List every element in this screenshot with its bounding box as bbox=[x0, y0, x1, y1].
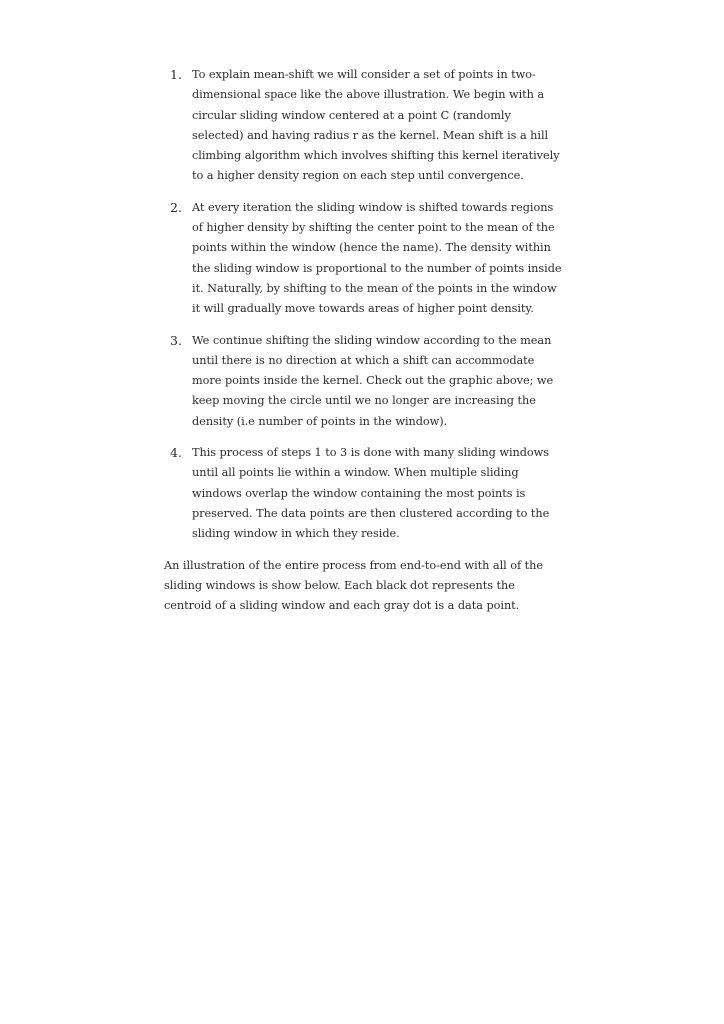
step-number: 1. bbox=[170, 67, 182, 82]
list-item bbox=[164, 198, 564, 320]
step-text: We continue shifting the sliding window according to the mean until there is no direction at which a shift can accommodate more points inside the kernel. Check out the graphic above; we keep moving the circle until we no longer are increasing the density (i.e number of points in the window). bbox=[192, 333, 554, 428]
step-number: 4. bbox=[170, 445, 182, 461]
list-item bbox=[164, 443, 564, 544]
step-text: To explain mean-shift we will consider a set of points in two-dimensional space like the above illustration. We begin with a circular sliding window centered at a point C (randomly selected) and having radius r as the kernel. Mean shift is a hill climbing algorithm which involves shifting this kernel iteratively to a higher density region on each step until convergence. bbox=[192, 68, 560, 183]
list-item bbox=[164, 331, 564, 432]
step-number: 2. bbox=[170, 199, 182, 215]
step-number: 3. bbox=[170, 332, 182, 348]
step-text: At every iteration the sliding window is shifted towards regions of higher density by shifting the center point to the mean of the points within the window (hence the name). The density within the sliding window is proportional to the number of points inside it. Naturally, by shifting to the mean of the points in the window it will gradually move towards areas of higher point density. bbox=[192, 200, 562, 316]
summary-paragraph: An illustration of the entire process from end-to-end with all of the sliding windows is show below. Each black dot represents the centroid of a sliding window and each gray dot is a data point. bbox=[164, 558, 544, 613]
article-body bbox=[164, 65, 564, 616]
steps-list bbox=[164, 65, 564, 545]
step-text: This process of steps 1 to 3 is done with many sliding windows until all points lie within a window. When multiple sliding windows overlap the window containing the most points is preserved. The data points are then clustered according to the sliding window in which they reside. bbox=[192, 446, 550, 541]
list-item bbox=[164, 65, 564, 187]
